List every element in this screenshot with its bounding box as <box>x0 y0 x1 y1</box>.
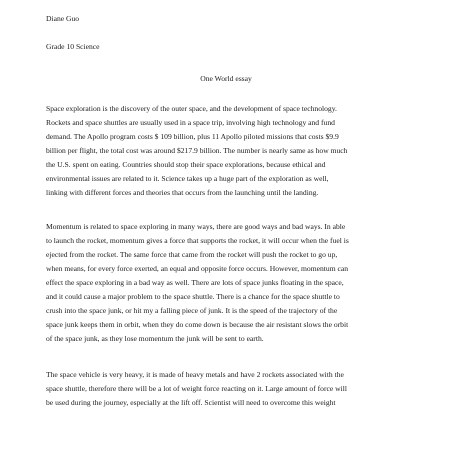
paragraph-line: the U.S. spent on eating. Countries should stop their space explorations, because ethical and <box>46 160 326 169</box>
paragraph-line: effect the space exploring in a bad way as well. There are lots of space junks floating in the space, <box>46 278 344 287</box>
paragraph-line: space junk keeps them in orbit, when they do come down is because the air resistant slows the orbit <box>46 320 349 329</box>
paragraph-line: space shuttle, therefore there will be a lot of weight force reacting on it. Large amount of force will <box>46 384 347 393</box>
paragraph-line: crush into the space junk, or hit my a falling piece of junk. It is the speed of the trajectory of the <box>46 306 338 315</box>
paragraph-line: Space exploration is the discovery of the outer space, and the development of space technology. <box>46 104 337 113</box>
author-name: Diane Guo <box>46 14 80 23</box>
paragraph-line: ejected from the rocket. The same force that came from the rocket will push the rocket to go up, <box>46 250 338 259</box>
paragraph-line: when means, for every force exerted, an equal and opposite force occurs. However, momentum can <box>46 264 349 273</box>
paragraph-line: of the space junk, as they lose momentum the junk will be sent to earth. <box>46 334 264 343</box>
paragraph-line: to launch the rocket, momentum gives a force that supports the rocket, it will occur when the fuel is <box>46 236 349 245</box>
paragraph-line: The space vehicle is very heavy, it is made of heavy metals and have 2 rockets associated with the <box>46 370 344 379</box>
paragraph-line: and it could cause a major problem to the space shuttle. There is a chance for the space shuttle to <box>46 292 340 301</box>
paragraph-line: demand. The Apollo program costs $ 109 billion, plus 11 Apollo piloted missions that costs $9.9 <box>46 132 339 141</box>
paragraph-line: Rockets and space shuttles are usually used in a space trip, involving high technology and fund <box>46 118 335 127</box>
paragraph-line: environmental issues are related to it. Science takes up a huge part of the exploration as well, <box>46 174 329 183</box>
essay-title: One World essay <box>200 74 252 83</box>
paragraph-line: be used during the journey, especially at the lift off. Scientist will need to overcome this weight <box>46 398 336 407</box>
paragraph-line: Momentum is related to space exploring in many ways, there are good ways and bad ways. In able <box>46 222 346 231</box>
grade-label: Grade 10 Science <box>46 42 100 51</box>
paragraph-line: billion per flight, the total cost was around $217.9 billion. The number is nearly same as how much <box>46 146 348 155</box>
paragraph-line: linking with different forces and theories that occurs from the launching until the landing. <box>46 188 319 197</box>
